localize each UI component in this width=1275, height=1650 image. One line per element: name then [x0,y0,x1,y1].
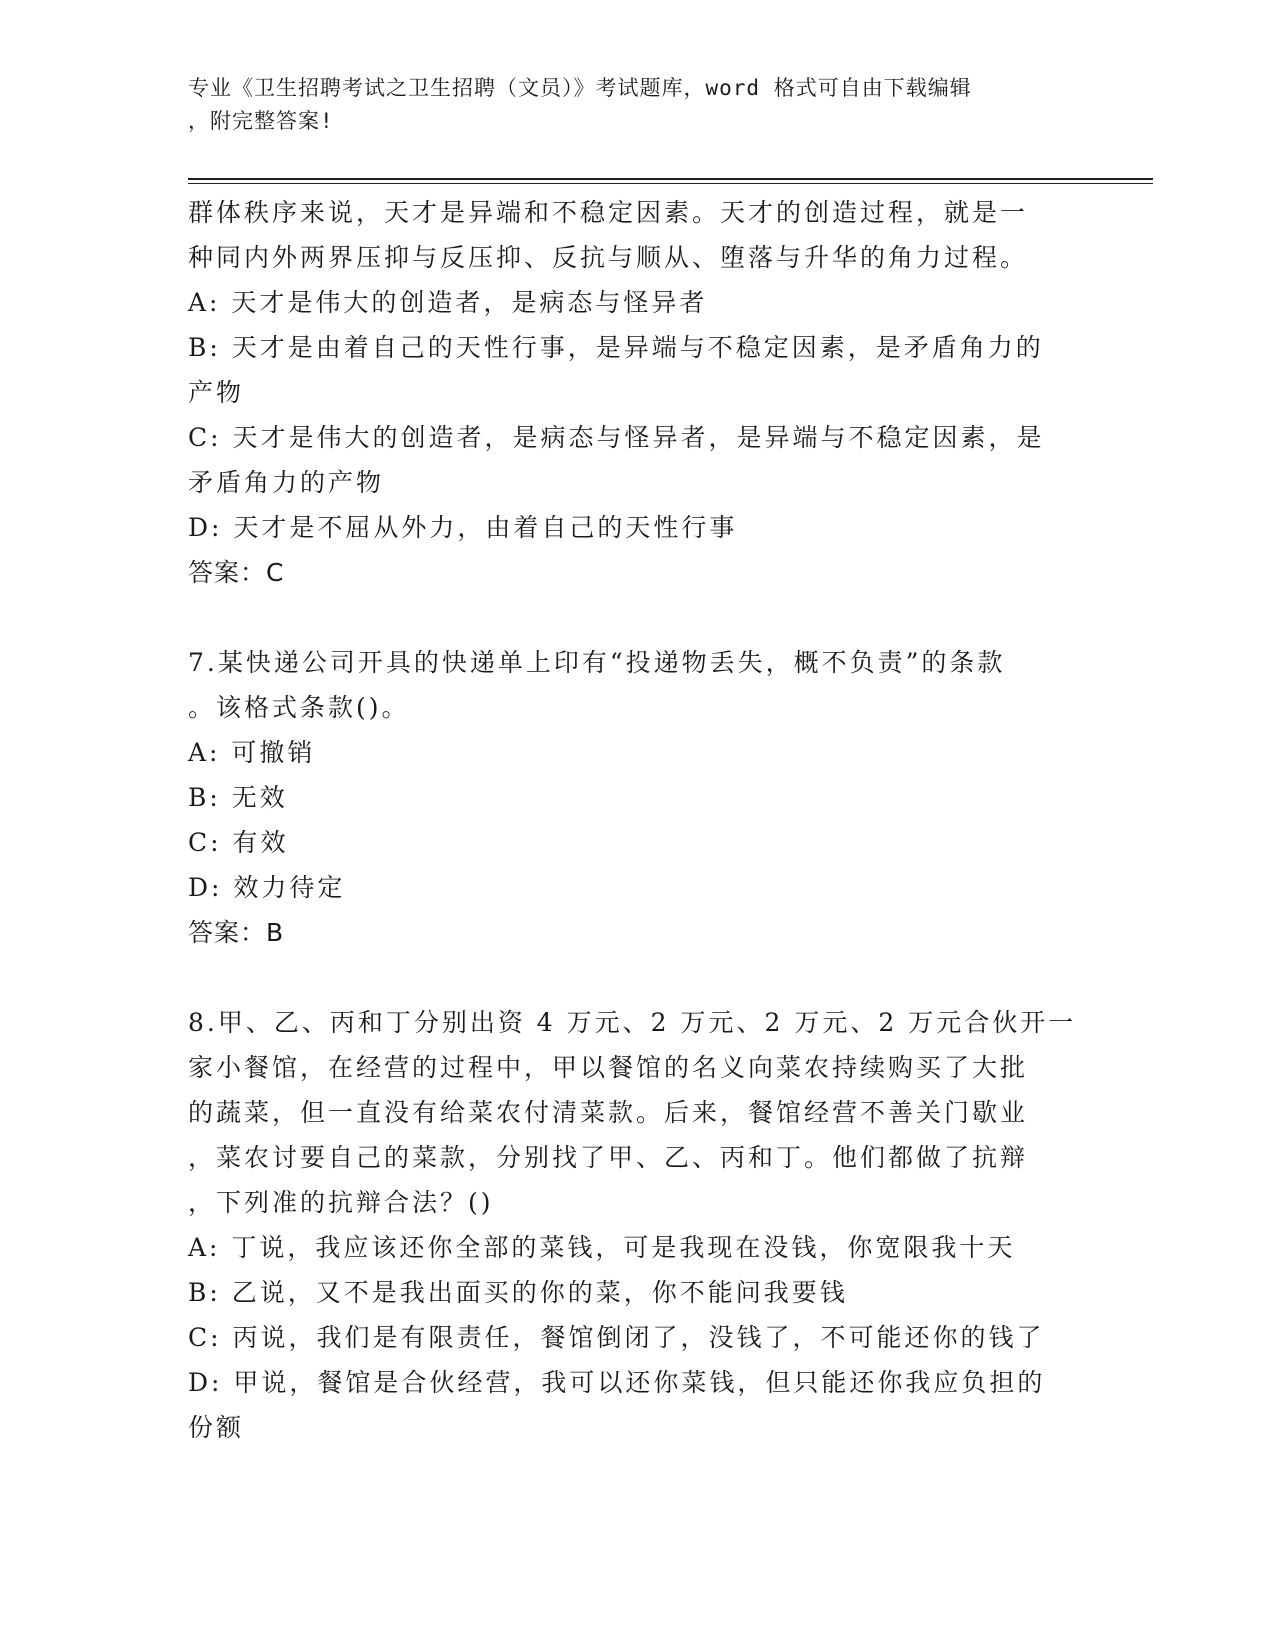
option-c: C: 丙说，我们是有限责任，餐馆倒闭了，没钱了，不可能还你的钱了 [188,1323,1045,1352]
answer: 答案：B [188,918,285,947]
question-stem-line: 群体秩序来说，天才是异端和不稳定因素。天才的创造过程，就是一 [188,198,1029,227]
question-stem-line: 种同内外两界压抑与反压抑、反抗与顺从、堕落与升华的角力过程。 [188,243,1029,272]
option-d: D: 效力待定 [188,873,346,902]
option-c-line: 矛盾角力的产物 [188,468,385,497]
question-6 [188,190,1088,595]
option-b-line: 产物 [188,378,245,407]
question-stem-line: ，下列准的抗辩合法？() [188,1188,494,1217]
option-c: C: 有效 [188,828,289,857]
question-stem-line: 8.甲、乙、丙和丁分别出资 4 万元、2 万元、2 万元、2 万元合伙开一 [188,1008,1077,1037]
header-divider-thick [188,178,1153,180]
option-c-line: C: 天才是伟大的创造者，是病态与怪异者，是异端与不稳定因素，是 [188,423,1045,452]
header-divider-thin [188,183,1153,184]
question-stem-line: 。该格式条款()。 [188,693,410,722]
question-stem-line: ，菜农讨要自己的菜款，分别找了甲、乙、丙和丁。他们都做了抗辩 [188,1143,1029,1172]
option-a: A: 丁说，我应该还你全部的菜钱，可是我现在没钱，你宽限我十天 [188,1233,1016,1262]
question-7 [188,640,1088,955]
option-b-line: B: 天才是由着自己的天性行事，是异端与不稳定因素，是矛盾角力的 [188,333,1044,362]
header-line-2: ，附完整答案! [188,109,334,133]
question-stem-line: 的蔬菜，但一直没有给菜农付清菜款。后来，餐馆经营不善关门歇业 [188,1098,1029,1127]
option-d-line: D: 甲说，餐馆是合伙经营，我可以还你菜钱，但只能还你我应负担的 [188,1368,1046,1397]
option-a: A: 天才是伟大的创造者，是病态与怪异者 [188,288,708,317]
option-a: A: 可撤销 [188,738,316,767]
spacer [188,955,1088,1000]
option-b: B: 无效 [188,783,288,812]
answer: 答案：C [188,558,285,587]
question-stem-line: 7.某快递公司开具的快递单上印有“投递物丢失，概不负责”的条款 [188,648,1006,677]
document-body [188,190,1088,1450]
spacer [188,595,1088,640]
header-line-1: 专业《卫生招聘考试之卫生招聘（文员）》考试题库，word 格式可自由下载编辑 [188,76,972,100]
option-b: B: 乙说，又不是我出面买的你的菜，你不能问我要钱 [188,1278,848,1307]
document-header [188,72,1068,138]
option-d-line: 份额 [188,1413,245,1442]
question-stem-line: 家小餐馆，在经营的过程中，甲以餐馆的名义向菜农持续购买了大批 [188,1053,1029,1082]
question-8 [188,1000,1088,1450]
option-d: D: 天才是不屈从外力，由着自己的天性行事 [188,513,738,542]
